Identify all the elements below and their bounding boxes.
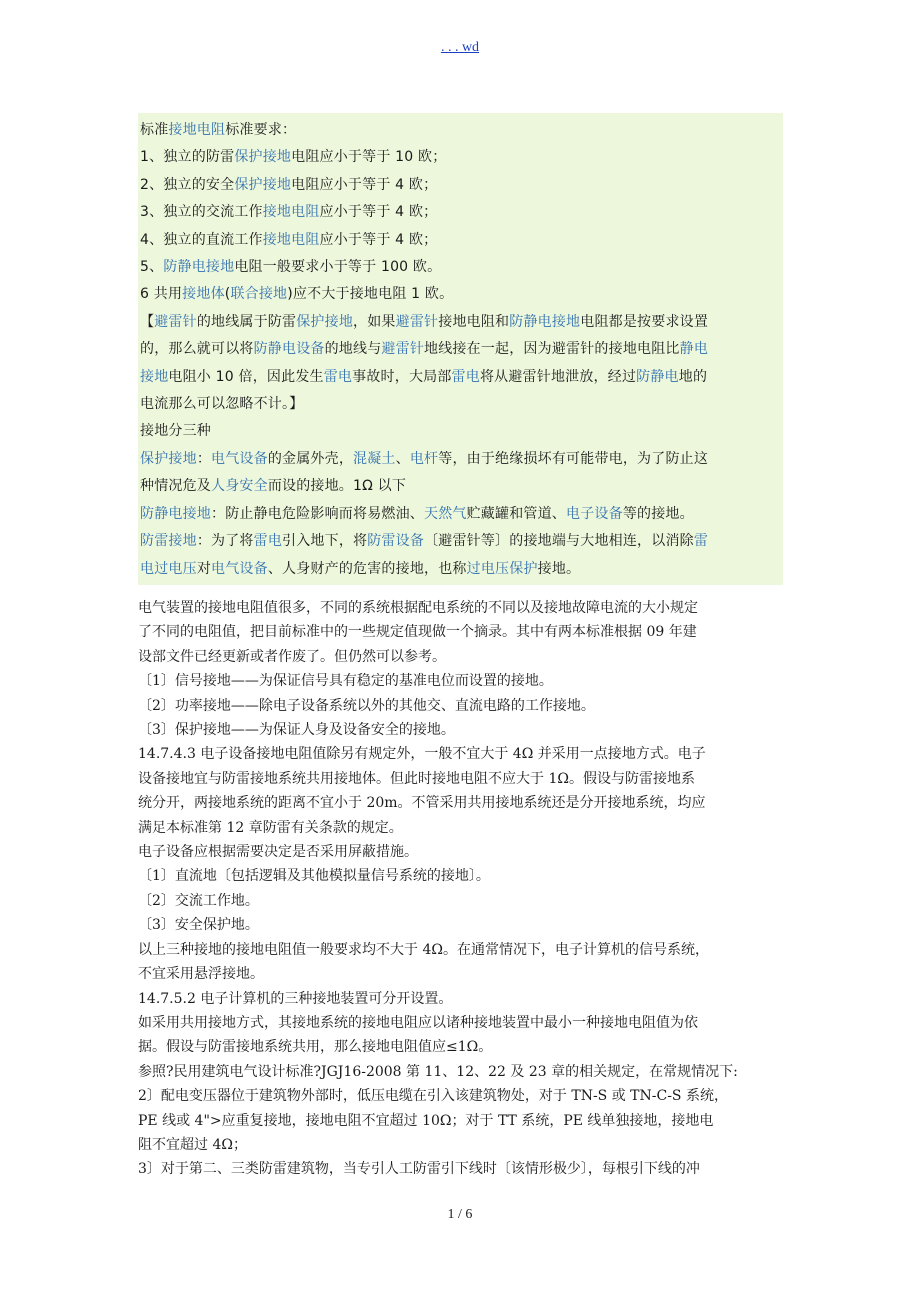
line-text: 4、独立的直流工作 [140, 231, 263, 248]
header-link[interactable]: . . . wd [440, 40, 480, 55]
keyword-link[interactable]: 雷电 [323, 368, 353, 385]
body-line: 电气装置的接地电阻值很多，不同的系统根据配电系统的不同以及接地故障电流的大小规定 [138, 600, 698, 616]
keyword-link[interactable]: 避雷针 [381, 341, 425, 358]
line-text: 将从避雷针地泄放，经过 [479, 368, 637, 385]
line-text: 的，那么就可以将 [140, 341, 254, 358]
keyword-link[interactable]: 接地 [140, 368, 169, 385]
line-text: 对 [196, 560, 212, 577]
line-text: 电阻小 10 倍，因此发生 [168, 368, 324, 385]
keyword-link[interactable]: 过电压保护 [466, 560, 538, 577]
line-text: ：为了将 [196, 533, 254, 550]
keyword-link[interactable]: 电过电压 [140, 560, 197, 577]
line-text: 接地。 [537, 560, 581, 577]
keyword-link[interactable]: 接地电阻 [262, 204, 320, 221]
standard-line [140, 309, 783, 336]
keyword-link[interactable]: 接地电阻 [262, 231, 320, 248]
line-text: 的金属外壳， [267, 450, 354, 467]
body-line: 了不同的电阻值，把目前标准中的一些规定值现做一个摘录。其中有两本标准根据 09 年建 [138, 624, 697, 641]
body-line: 以上三种接地的接地电阻值一般要求均不大于 4Ω。在通常情况下，电子计算机的信号系统， [138, 941, 709, 958]
line-text: 【 [140, 313, 155, 330]
line-text: 、人身财产的危害的接地，也称 [267, 560, 467, 577]
keyword-link[interactable]: 天然气 [424, 505, 467, 522]
body-line: 电子设备应根据需要决定是否采用屏蔽措施。 [138, 844, 418, 861]
standard-line [140, 473, 783, 500]
keyword-link[interactable]: 防静电设备 [253, 341, 325, 358]
line-text: 等的接地。 [622, 505, 694, 522]
keyword-link[interactable]: 防雷接地 [140, 533, 197, 550]
line-text: 1、独立的防雷 [140, 149, 235, 166]
keyword-link[interactable]: 混凝土 [353, 450, 396, 467]
line-text: 事故时，大局部 [352, 368, 452, 385]
line-text: 〔避雷针等〕的接地端与大地相连，以消除 [424, 533, 694, 550]
body-line: 〔2〕功率接地——除电子设备系统以外的其他交、直流电路的工作接地。 [138, 697, 595, 714]
standard-line [140, 446, 783, 473]
line-text: 而设的接地。1Ω 以下 [267, 478, 407, 495]
keyword-link[interactable]: 电子设备 [566, 505, 623, 522]
line-text: 5、 [140, 259, 164, 276]
keyword-link[interactable]: 人身安全 [211, 478, 268, 495]
line-text: ( [224, 286, 231, 303]
keyword-link[interactable]: 防雷设备 [367, 533, 425, 550]
line-text: ： [196, 450, 212, 467]
keyword-link[interactable]: 接地体 [182, 286, 225, 303]
line-text: 引入地下，将 [282, 533, 368, 550]
body-line: 阻不宜超过 4Ω； [138, 1136, 247, 1153]
keyword-link[interactable]: 防静电接地 [163, 259, 235, 276]
line-text: 标准要求： [225, 122, 297, 138]
body-line: 〔3〕保护接地——为保证人身及设备安全的接地。 [138, 722, 455, 739]
standard-line [140, 117, 783, 144]
line-text: 地的 [678, 368, 708, 385]
keyword-link[interactable]: 避雷针 [154, 313, 197, 330]
line-text: 标准 [140, 122, 169, 138]
grounding-standards-box [138, 113, 783, 585]
standard-line [140, 418, 783, 445]
standard-line [140, 501, 783, 528]
body-line: 14.7.5.2 电子计算机的三种接地装置可分开设置。 [138, 990, 453, 1007]
line-text: 电阻都是按要求设置 [580, 313, 709, 330]
body-line: PE 线或 4">应重复接地，接地电阻不宜超过 10Ω；对于 TT 系统，PE 线单独接地，接地电 [138, 1112, 714, 1129]
line-text: ：防止静电危险影响而将易燃油、 [211, 505, 424, 522]
keyword-link[interactable]: 保护接地 [296, 313, 354, 330]
keyword-link[interactable]: 雷电 [451, 368, 480, 385]
body-line: 3〕对于第二、三类防雷建筑物，当专引人工防雷引下线时〔该情形极少〕，每根引下线的冲 [138, 1161, 700, 1178]
line-text: 接地分三种 [140, 423, 211, 440]
line-text: 贮藏罐和管道、 [466, 505, 567, 522]
body-text [138, 596, 783, 1182]
standard-line [140, 556, 783, 583]
body-line: 〔3〕安全保护地。 [138, 917, 259, 934]
keyword-link[interactable]: 雷电 [253, 533, 283, 550]
body-line: 如采用共用接地方式，其接地系统的接地电阻应以诸种接地装置中最小一种接地电阻值为依 [138, 1014, 698, 1031]
line-text: 电阻应小于等于 10 欧； [291, 149, 447, 166]
keyword-link[interactable]: 雷 [693, 533, 709, 550]
keyword-link[interactable]: 防静电 [636, 368, 679, 385]
keyword-link[interactable]: 接地电阻 [168, 122, 226, 138]
keyword-link[interactable]: 防静电接地 [140, 505, 211, 522]
keyword-link[interactable]: 保护接地 [234, 176, 292, 193]
line-text: 种情况危及 [140, 478, 211, 495]
standard-line [140, 172, 783, 199]
line-text: 电阻一般要求小于等于 100 欧。 [234, 259, 442, 276]
line-text: 地线接在一起，因为避雷针的接地电阻比 [424, 341, 680, 358]
line-text: 2、独立的安全 [140, 176, 235, 193]
standard-line [140, 364, 783, 391]
body-line: 不宜采用悬浮接地。 [138, 966, 264, 983]
line-text: ，如果 [353, 313, 396, 330]
line-text: 的地线与 [324, 341, 382, 358]
body-line: 2〕配电变压器位于建筑物外部时，低压电缆在引入该建筑物处，对于 TN-S 或 TN-C-S 系统， [138, 1088, 728, 1105]
keyword-link[interactable]: 避雷针 [395, 313, 439, 330]
line-text: 电流那么可以忽略不计。】 [140, 396, 304, 413]
line-text: 接地电阻和 [438, 313, 510, 330]
body-line: 14.7.4.3 电子设备接地电阻值除另有规定外，一般不宜大于 4Ω 并采用一点接地方式。电子 [138, 746, 706, 763]
standard-line [140, 144, 783, 171]
keyword-link[interactable]: 电气设备 [211, 450, 268, 467]
line-text: 3、独立的交流工作 [140, 204, 263, 221]
line-text: 6 共用 [140, 286, 183, 303]
body-line: 设部文件已经更新或者作废了。但仍然可以参考。 [138, 648, 446, 665]
line-text: )应不大于接地电阻 1 欧。 [287, 286, 454, 303]
line-text: 、 [395, 450, 410, 467]
body-line: 〔1〕直流地〔包括逻辑及其他模拟量信号系统的接地〕。 [138, 868, 490, 885]
standard-line [140, 227, 783, 254]
body-line: 〔1〕信号接地——为保证信号具有稳定的基准电位而设置的接地。 [138, 673, 553, 690]
keyword-link[interactable]: 静电 [679, 341, 709, 358]
line-text: 应小于等于 4 欧； [319, 231, 438, 248]
body-line: 满足本标准第 12 章防雷有关条款的规定。 [138, 819, 403, 836]
line-text: 应小于等于 4 欧； [319, 204, 438, 221]
keyword-link[interactable]: 电气设备 [211, 560, 268, 577]
body-line: 〔2〕交流工作地。 [138, 892, 259, 909]
keyword-link[interactable]: 电杆 [409, 450, 439, 467]
page-number: 1 / 6 [447, 1207, 473, 1222]
keyword-link[interactable]: 保护接地 [140, 450, 197, 467]
line-text: 等，由于绝缘损坏有可能带电，为了防止这 [438, 450, 709, 467]
body-line: 统分开，两接地系统的距离不宜小于 20m。不管采用共用接地系统还是分开接地系统，均应 [138, 795, 706, 812]
keyword-link[interactable]: 防静电接地 [509, 313, 581, 330]
standard-line [140, 528, 783, 555]
line-text: 的地线属于防雷 [196, 313, 297, 330]
line-text: 电阻应小于等于 4 欧； [291, 176, 438, 193]
standard-line [140, 391, 783, 418]
standard-line [140, 254, 783, 281]
standard-line [140, 199, 783, 226]
body-line: 据。假设与防雷接地系统共用，那么接地电阻值应≤1Ω。 [138, 1039, 493, 1056]
standard-line [140, 336, 783, 363]
keyword-link[interactable]: 保护接地 [234, 149, 292, 166]
body-line: 设备接地宜与防雷接地系统共用接地体。但此时接地电阻不应大于 1Ω。假设与防雷接地系 [138, 770, 695, 787]
body-line: 参照?民用建筑电气设计标准?JGJ16-2008 第 11、12、22 及 23 章的相关规定，在常规情况下: [138, 1063, 738, 1080]
standard-line [140, 281, 783, 308]
keyword-link[interactable]: 联合接地 [230, 286, 288, 303]
